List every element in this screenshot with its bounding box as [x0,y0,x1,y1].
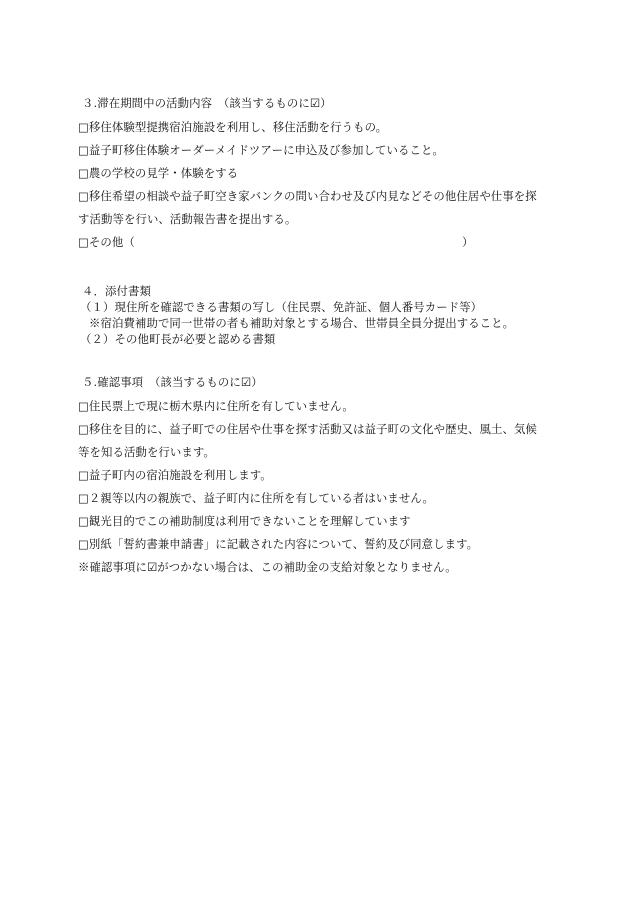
section3-item-2: □益子町移住体験オーダーメイドツアーに申込及び参加していること。 [78,143,444,157]
section3-item-1: □移住体験型提携宿泊施設を利用し、移住活動を行うもの。 [78,120,388,134]
section3-item-4-cont: す活動等を行い、活動報告書を提出する。 [78,212,297,226]
section3-heading: ３.滞在期間中の活動内容 （該当するものに☑） [82,96,332,110]
section5-item-1: □住民票上で現に栃木県内に住所を有していません。 [78,399,354,413]
section5-item-3: □益子町内の宿泊施設を利用します。 [78,468,272,482]
section5-item-2: □移住を目的に、益子町での住居や仕事を探す活動又は益子町の文化や歴史、風土、気候 [78,422,537,436]
section3-other-label: □その他（ [78,235,135,249]
section5-item-2-cont: 等を知る活動を行います。 [78,445,215,459]
section3-item-4: □移住希望の相談や益子町空き家バンクの問い合わせ及び内見などその他住居や仕事を探 [78,189,537,203]
section5-item-4: □２親等以内の親族で、益子町内に住所を有している者はいません。 [78,491,435,505]
section5-footnote: ※確認事項に☑がつかない場合は、この補助金の支給対象となりません。 [78,560,457,574]
section5-item-5: □観光目的でこの補助制度は利用できないことを理解しています [78,514,411,528]
section4-note: ※宿泊費補助で同一世帯の者も補助対象とする場合、世帯員全員分提出すること。 [89,316,515,330]
section5-heading: ５.確認事項 （該当するものに☑） [82,375,263,389]
section4-item-2: （２）その他町長が必要と認める書類 [80,332,276,346]
section4-item-1: （１）現住所を確認できる書類の写し（住民票、免許証、個人番号カード等） [80,300,483,314]
section5-item-6: □別紙「誓約書兼申請書」に記載された内容について、誓約及び同意します。 [78,537,479,551]
section3-other-close: ） [462,235,474,249]
section3-item-3: □農の学校の見学・体験をする [78,166,239,180]
section4-heading: ４．添付書類 [82,284,151,298]
